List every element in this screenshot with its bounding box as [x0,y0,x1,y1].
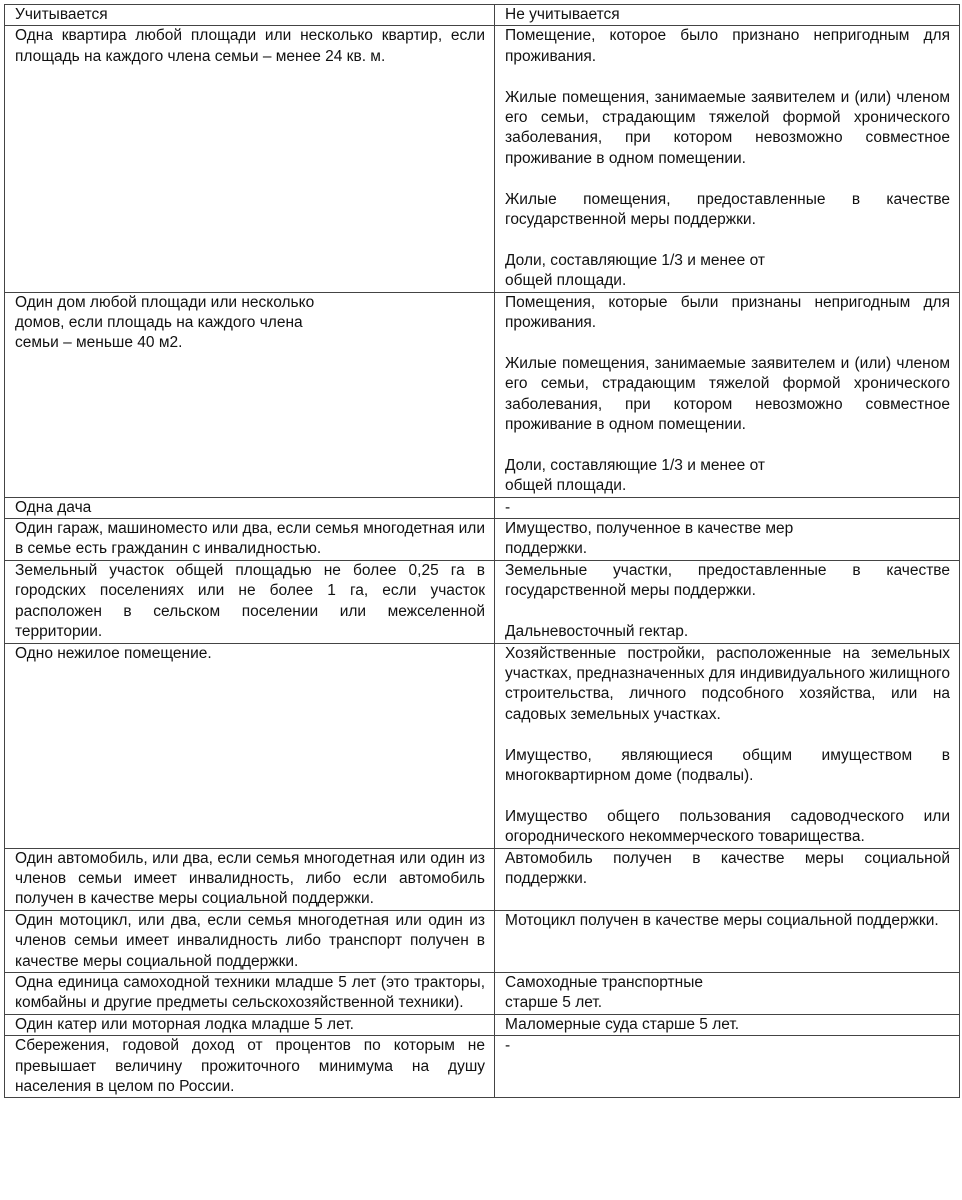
table-row [5,26,960,292]
cell-paragraph: Имущество общего пользования садоводческого или огороднического некоммерческого товарищества. [505,807,950,846]
counted-cell [5,972,495,1014]
cell-paragraph: Один катер или моторная лодка младше 5 лет. [15,1015,354,1033]
table-row [5,1036,960,1098]
not-counted-cell [495,910,960,972]
counted-cell [5,292,495,497]
not-counted-cell [495,972,960,1014]
not-counted-cell [495,26,960,292]
cell-paragraph: Одна дача [15,498,92,516]
cell-paragraph: Земельные участки, предоставленные в качестве государственной меры поддержки. [505,561,950,600]
cell-paragraph: Один мотоцикл, или два, если семья многодетная или один из членов семьи имеет инвалидность либо транспорт получен в качестве меры социальной поддержки. [15,911,485,970]
not-counted-cell [495,519,960,561]
table-row [5,848,960,910]
header-row [5,5,960,26]
table-body [5,26,960,1098]
cell-paragraph: Доли, составляющие 1/3 и менее от общей площади. [505,251,765,290]
header-counted: Учитывается [5,5,495,26]
counted-cell [5,560,495,643]
cell-paragraph: Одно нежилое помещение. [15,644,212,662]
not-counted-cell [495,1014,960,1035]
counted-cell [5,643,495,848]
cell-paragraph: Жилые помещения, предоставленные в качестве государственной меры поддержки. [505,190,950,229]
cell-paragraph: Имущество, являющиеся общим имуществом в многоквартирном доме (подвалы). [505,746,950,784]
cell-paragraph: Помещение, которое было признано непригодным для проживания. [505,27,950,65]
table-row [5,497,960,518]
not-counted-cell [495,1036,960,1098]
table-row [5,1014,960,1035]
cell-paragraph: - [505,498,511,516]
cell-paragraph: Жилые помещения, занимаемые заявителем и (или) членом его семьи, страдающим тяжелой формой хронического заболевания, при котором невозможно совместное проживание в одном помещении. [505,354,950,434]
counted-cell [5,1036,495,1098]
cell-paragraph: Дальневосточный гектар. [505,623,689,641]
cell-paragraph: Мотоцикл получен в качестве меры социальной поддержки. [505,911,939,929]
comparison-table [4,4,960,1098]
cell-paragraph: Автомобиль получен в качестве меры социальной поддержки. [505,849,950,887]
counted-cell [5,497,495,518]
not-counted-cell [495,497,960,518]
cell-paragraph: Один гараж, машиноместо или два, если семья многодетная или в семье есть гражданин с инвалидностью. [15,520,485,558]
cell-paragraph: Маломерные суда старше 5 лет. [505,1015,740,1033]
cell-paragraph: - [505,1037,511,1055]
cell-paragraph: Одна квартира любой площади или несколько квартир, если площадь на каждого члена семьи – менее 24 кв. м. [15,27,485,65]
counted-cell [5,26,495,292]
table-row [5,519,960,561]
cell-paragraph: Помещения, которые были признаны непригодным для проживания. [505,293,950,332]
not-counted-cell [495,643,960,848]
counted-cell [5,1014,495,1035]
cell-paragraph: Жилые помещения, занимаемые заявителем и (или) членом его семьи, страдающим тяжелой формой хронического заболевания, при котором невозможно совместное проживание в одном помещении. [505,88,950,167]
table-row [5,643,960,848]
cell-paragraph: Самоходные транспортные старше 5 лет. [505,973,703,1012]
counted-cell [5,848,495,910]
table-row [5,560,960,643]
cell-paragraph: Сбережения, годовой доход от процентов по которым не превышает величину прожиточного минимума на душу населения в целом по России. [15,1037,485,1096]
cell-paragraph: Один дом любой площади или несколько домов, если площадь на каждого члена семьи – меньше 40 м2. [15,293,315,352]
table-row [5,972,960,1014]
cell-paragraph: Одна единица самоходной техники младше 5 лет (это тракторы, комбайны и другие предметы сельскохозяйственной техники). [15,973,485,1012]
cell-paragraph: Земельный участок общей площадью не более 0,25 га в городских поселениях или не более 1 га, если участок расположен в сельском поселении или межселенной территории. [15,561,485,641]
counted-cell [5,910,495,972]
cell-paragraph: Имущество, полученное в качестве мер поддержки. [505,520,794,558]
cell-paragraph: Доли, составляющие 1/3 и менее от общей площади. [505,456,765,495]
table-row [5,910,960,972]
cell-paragraph: Один автомобиль, или два, если семья многодетная или один из членов семьи имеет инвалидность, либо если автомобиль получен в качестве меры социальной поддержки. [15,849,485,908]
counted-cell [5,519,495,561]
not-counted-cell [495,292,960,497]
cell-paragraph: Хозяйственные постройки, расположенные на земельных участках, предназначенных для индивидуального жилищного строительства, личного подсобного хозяйства, или на садовых земельных участках. [505,644,950,723]
not-counted-cell [495,560,960,643]
header-not-counted: Не учитывается [495,5,960,26]
table-row [5,292,960,497]
not-counted-cell [495,848,960,910]
